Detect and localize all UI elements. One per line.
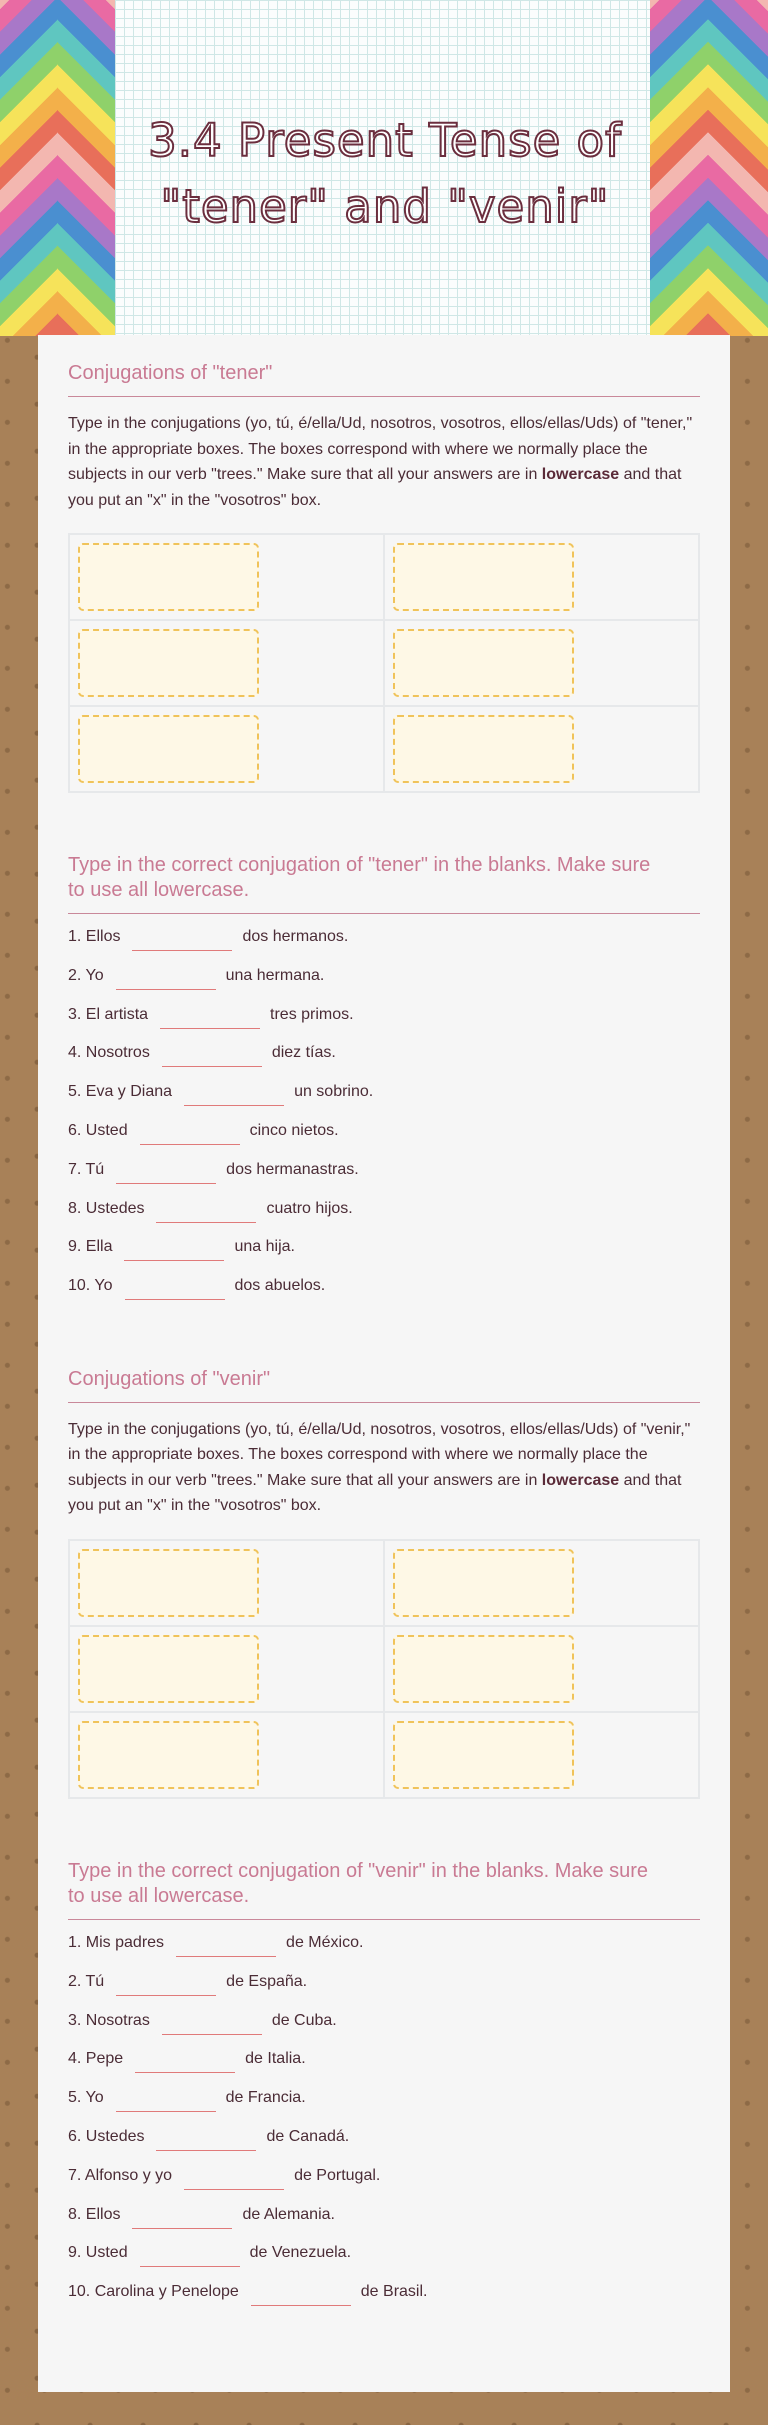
answer-blank[interactable] bbox=[124, 1237, 224, 1261]
worksheet-card bbox=[38, 335, 730, 2392]
venir-blanks-section bbox=[68, 1799, 700, 2321]
page-title: 3.4 Present Tense of "tener" and "venir" bbox=[148, 114, 622, 233]
question-rest: de México. bbox=[286, 1933, 364, 1951]
section-heading: Conjugations of "tener" bbox=[68, 361, 700, 397]
answer-box-yo[interactable] bbox=[78, 1549, 259, 1617]
question-item bbox=[68, 1082, 700, 1121]
answer-blank[interactable] bbox=[116, 1160, 216, 1184]
answer-blank[interactable] bbox=[162, 2011, 262, 2035]
question-rest: de Portugal. bbox=[294, 2166, 381, 2184]
question-item bbox=[68, 2243, 700, 2282]
question-rest: un sobrino. bbox=[294, 1083, 374, 1101]
chevron-pattern-left bbox=[0, 0, 58, 336]
question-item bbox=[68, 1043, 700, 1082]
answer-blank[interactable] bbox=[132, 927, 232, 951]
question-subject: 10. Yo bbox=[68, 1277, 113, 1295]
question-item bbox=[68, 927, 700, 966]
answer-blank[interactable] bbox=[156, 2127, 256, 2151]
question-item bbox=[68, 1276, 700, 1315]
question-list bbox=[68, 1933, 700, 2321]
chevron-pattern-right bbox=[708, 0, 768, 336]
question-subject: 8. Ellos bbox=[68, 2205, 121, 2223]
section-heading: Type in the correct conjugation of "tener" in the blanks. Make sure to use all lowercase. bbox=[68, 853, 700, 914]
answer-blank[interactable] bbox=[176, 1933, 276, 1957]
answer-box-tu[interactable] bbox=[78, 1635, 259, 1703]
question-rest: de Cuba. bbox=[271, 2011, 337, 2029]
tener-blanks-section bbox=[68, 793, 700, 1315]
answer-blank[interactable] bbox=[251, 2282, 351, 2306]
instructions-bold: lowercase bbox=[541, 466, 620, 483]
question-subject: 10. Carolina y Penelope bbox=[68, 2283, 239, 2301]
answer-blank[interactable] bbox=[184, 1082, 284, 1106]
section-heading: Type in the correct conjugation of "venir" in the blanks. Make sure to use all lowercase. bbox=[68, 1859, 700, 1920]
answer-blank[interactable] bbox=[140, 2243, 240, 2267]
instructions bbox=[68, 411, 700, 513]
answer-blank[interactable] bbox=[162, 1043, 262, 1067]
question-rest: cuatro hijos. bbox=[266, 1199, 353, 1217]
instructions-text: Type in the conjugations (yo, tú, é/ella/Ud, nosotros, vosotros, ellos/ellas/Uds) of "tener," in the appropriate boxes. The boxes correspond with where we normally place the subjects in our verb "trees." Make sure that all your answers are in bbox=[68, 415, 693, 483]
question-rest: cinco nietos. bbox=[249, 1121, 339, 1139]
instructions-text: and that you put an "x" in the "vosotros" box. bbox=[68, 1471, 682, 1515]
question-subject: 6. Usted bbox=[68, 1121, 128, 1139]
conjugation-grid bbox=[68, 1539, 700, 1799]
venir-conjugation-section bbox=[68, 1315, 700, 1799]
answer-blank[interactable] bbox=[125, 1276, 225, 1300]
conjugation-grid bbox=[68, 533, 700, 793]
header-banner bbox=[0, 0, 768, 336]
question-item bbox=[68, 1160, 700, 1199]
question-subject: 2. Tú bbox=[68, 1972, 105, 1990]
answer-box-vosotros[interactable] bbox=[393, 1635, 574, 1703]
question-rest: diez tías. bbox=[271, 1044, 336, 1062]
question-subject: 3. Nosotras bbox=[68, 2011, 150, 2029]
question-item bbox=[68, 1933, 700, 1972]
question-item bbox=[68, 2282, 700, 2321]
question-item bbox=[68, 2011, 700, 2050]
instructions bbox=[68, 1417, 700, 1519]
question-subject: 6. Ustedes bbox=[68, 2127, 145, 2145]
question-rest: dos hermanastras. bbox=[226, 1160, 359, 1178]
question-item bbox=[68, 1005, 700, 1044]
answer-box-vosotros[interactable] bbox=[393, 629, 574, 697]
question-subject: 2. Yo bbox=[68, 966, 104, 984]
answer-box-el[interactable] bbox=[78, 1721, 259, 1789]
question-item bbox=[68, 2049, 700, 2088]
answer-box-nosotros[interactable] bbox=[393, 1549, 574, 1617]
tener-conjugation-section bbox=[68, 335, 700, 793]
question-item bbox=[68, 2205, 700, 2244]
question-subject: 5. Eva y Diana bbox=[68, 1083, 173, 1101]
answer-box-ellos[interactable] bbox=[393, 1721, 574, 1789]
answer-box-nosotros[interactable] bbox=[393, 543, 574, 611]
answer-blank[interactable] bbox=[156, 1199, 256, 1223]
answer-blank[interactable] bbox=[116, 2088, 216, 2112]
question-rest: de Brasil. bbox=[360, 2283, 428, 2301]
question-subject: 9. Ella bbox=[68, 1238, 113, 1256]
question-subject: 9. Usted bbox=[68, 2244, 128, 2262]
question-item bbox=[68, 1972, 700, 2011]
question-item bbox=[68, 2166, 700, 2205]
answer-box-el[interactable] bbox=[78, 715, 259, 783]
answer-blank[interactable] bbox=[160, 1005, 260, 1029]
question-rest: de España. bbox=[226, 1972, 308, 1990]
question-rest: de Italia. bbox=[245, 2050, 306, 2068]
question-subject: 4. Nosotros bbox=[68, 1044, 150, 1062]
question-rest: de Alemania. bbox=[242, 2205, 335, 2223]
answer-box-ellos[interactable] bbox=[393, 715, 574, 783]
question-subject: 7. Tú bbox=[68, 1160, 105, 1178]
question-subject: 4. Pepe bbox=[68, 2050, 124, 2068]
question-rest: de Canadá. bbox=[266, 2127, 350, 2145]
answer-blank[interactable] bbox=[116, 1972, 216, 1996]
question-subject: 8. Ustedes bbox=[68, 1199, 145, 1217]
answer-blank[interactable] bbox=[184, 2166, 284, 2190]
answer-box-tu[interactable] bbox=[78, 629, 259, 697]
question-rest: de Francia. bbox=[225, 2089, 306, 2107]
answer-blank[interactable] bbox=[140, 1121, 240, 1145]
instructions-text: Type in the conjugations (yo, tú, é/ella/Ud, nosotros, vosotros, ellos/ellas/Uds) of "venir," in the appropriate boxes. The boxes correspond with where we normally place the subjects in our verb "trees." Make sure that all your answers are in bbox=[68, 1420, 691, 1489]
question-subject: 3. El artista bbox=[68, 1005, 149, 1023]
question-item bbox=[68, 1237, 700, 1276]
question-rest: de Venezuela. bbox=[249, 2244, 352, 2262]
section-heading: Conjugations of "venir" bbox=[68, 1367, 700, 1403]
question-subject: 7. Alfonso y yo bbox=[68, 2166, 173, 2184]
question-rest: una hija. bbox=[234, 1238, 295, 1256]
question-subject: 1. Mis padres bbox=[68, 1933, 165, 1951]
question-item bbox=[68, 966, 700, 1005]
question-subject: 1. Ellos bbox=[68, 928, 121, 945]
answer-blank[interactable] bbox=[116, 966, 216, 990]
question-rest: dos hermanos. bbox=[242, 928, 349, 945]
question-rest: tres primos. bbox=[270, 1005, 354, 1023]
question-rest: una hermana. bbox=[225, 966, 325, 984]
question-item bbox=[68, 1121, 700, 1160]
question-item bbox=[68, 1199, 700, 1238]
answer-box-yo[interactable] bbox=[78, 543, 259, 611]
instructions-bold: lowercase bbox=[541, 1471, 620, 1489]
question-rest: dos abuelos. bbox=[234, 1277, 326, 1295]
question-item bbox=[68, 2127, 700, 2166]
instructions-text: and that you put an "x" in the "vosotros" box. bbox=[68, 466, 682, 509]
answer-blank[interactable] bbox=[132, 2205, 232, 2229]
question-subject: 5. Yo bbox=[68, 2089, 104, 2107]
answer-blank[interactable] bbox=[135, 2049, 235, 2073]
question-item bbox=[68, 2088, 700, 2127]
question-list bbox=[68, 927, 700, 1315]
